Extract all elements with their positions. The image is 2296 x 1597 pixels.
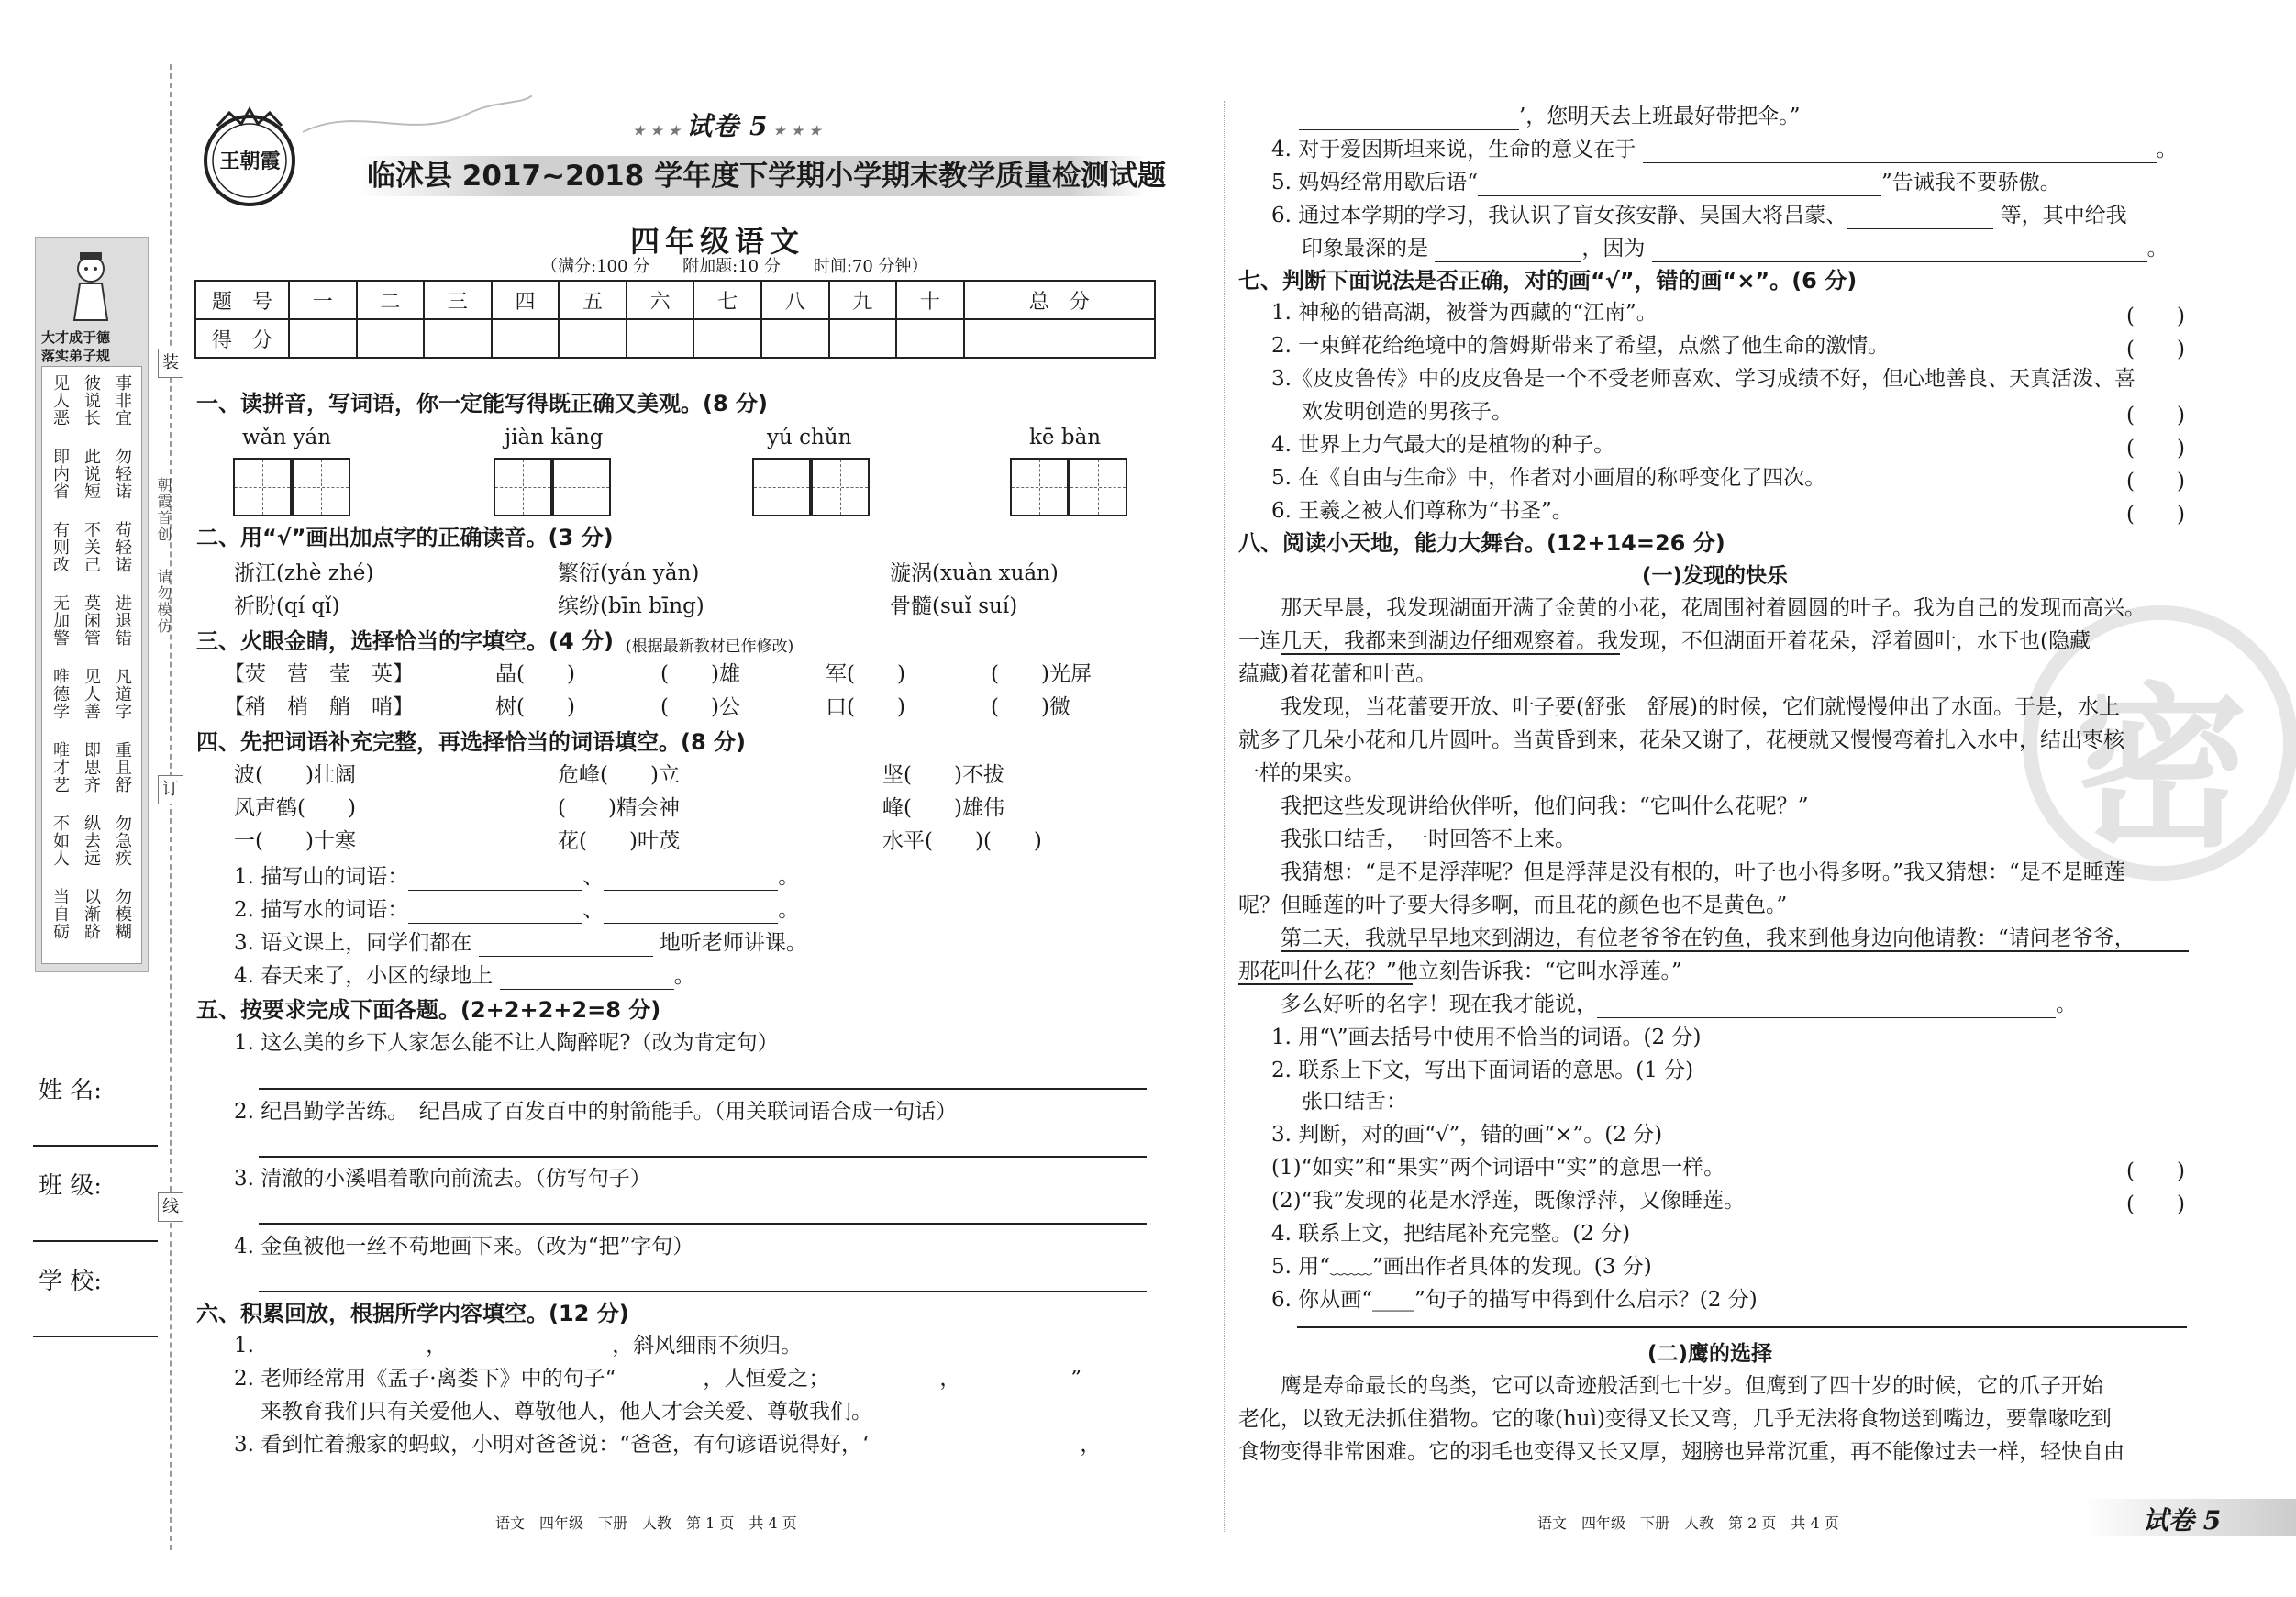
motto-1: 大才成于德 bbox=[41, 329, 111, 346]
s3-r1-b[interactable]: ( )雄 bbox=[660, 662, 740, 686]
rule-column: 重且舒 bbox=[113, 741, 132, 793]
s4-r1-b[interactable]: 危峰( )立 bbox=[558, 763, 680, 787]
char-box-3a[interactable] bbox=[752, 458, 811, 516]
s4-q2-blank-1[interactable] bbox=[408, 923, 582, 924]
s4-q2-blank-2[interactable] bbox=[604, 923, 778, 924]
r1-q2: 2. 联系上下文，写出下面词语的意思。(1 分) bbox=[1271, 1059, 1694, 1082]
binding-dashed-line bbox=[170, 64, 172, 1550]
binding-mark-xian: 线 bbox=[158, 1192, 183, 1222]
rule-column: 纵去远 bbox=[82, 815, 101, 867]
rule-column: 勿轻诺 bbox=[113, 448, 132, 500]
s4-q1-blank-2[interactable] bbox=[604, 890, 778, 891]
s6-q1: 1. ， ，斜风细雨不须归。 bbox=[234, 1334, 803, 1358]
score-header-cell: 七 bbox=[693, 281, 761, 319]
pinyin-1: wǎn yán bbox=[242, 426, 332, 449]
section-1-title: 一、读拼音，写词语，你一定能写得既正确又美观。(8 分) bbox=[196, 391, 768, 416]
score-header-cell: 五 bbox=[559, 281, 627, 319]
score-header-cell: 九 bbox=[829, 281, 897, 319]
s6-q2: 2. 老师经常用《孟子·离娄下》中的句子“ ，人恒爱之； ， ” bbox=[234, 1367, 1082, 1391]
name-label: 姓 名: bbox=[39, 1077, 103, 1104]
r-q6: 6. 通过本学期的学习，我认识了盲女孩安静、吴国大将吕蒙、 等，其中给我 bbox=[1271, 204, 2127, 227]
score-header-cell: 三 bbox=[424, 281, 492, 319]
seal-watermark-text: 密 bbox=[2074, 666, 2249, 871]
page-divider bbox=[1224, 101, 1225, 1532]
r1-underline-1 bbox=[1281, 653, 1620, 655]
s7-item-3-cont: 欢发明创造的男孩子。 bbox=[1302, 400, 1513, 424]
char-box-4a[interactable] bbox=[1010, 458, 1069, 516]
rule-column: 勿急疾 bbox=[113, 815, 132, 867]
rule-column: 彼说长 bbox=[82, 374, 101, 427]
r1-q4: 4. 联系上文，把结尾补充完整。(2 分) bbox=[1271, 1222, 1631, 1246]
r-q6-cont: 印象最深的是 ，因为 。 bbox=[1302, 237, 2168, 261]
s3-r1-c[interactable]: 军( ) bbox=[826, 662, 905, 686]
rule-column: 事非宜 bbox=[113, 374, 132, 427]
s3-r1-a[interactable]: 晶( ) bbox=[495, 662, 575, 686]
rule-column: 即内省 bbox=[50, 448, 70, 500]
s6-q3: 3. 看到忙着搬家的蚂蚁，小明对爸爸说：“爸爸，有句谚语说得好，‘ ， bbox=[234, 1433, 1102, 1457]
s4-r3-b[interactable]: 花( )叶茂 bbox=[558, 829, 680, 853]
s3-r2-c[interactable]: 口( ) bbox=[826, 695, 905, 719]
r-q6-blank-3[interactable] bbox=[1652, 261, 2147, 262]
char-box-3b[interactable] bbox=[811, 458, 870, 516]
motto-panel bbox=[35, 237, 149, 972]
rule-column: 莫闲管 bbox=[82, 594, 101, 647]
score-input-cell[interactable] bbox=[289, 319, 357, 358]
rule-column: 见人恶 bbox=[50, 374, 70, 427]
binding-mark-ding: 订 bbox=[158, 775, 183, 804]
r1-q1: 1. 用“\”画去括号中使用不恰当的词语。(2 分) bbox=[1271, 1026, 1702, 1049]
r-cont-blank[interactable] bbox=[1299, 129, 1519, 130]
s7-answer-2[interactable]: ( ) bbox=[2126, 338, 2185, 361]
rule-column: 见人善 bbox=[82, 668, 101, 720]
s7-item-5: 5. 在《自由与生命》中，作者对小画眉的称呼变化了四次。 bbox=[1271, 466, 1826, 490]
r1-line-11: 第二天，我就早早地来到湖边，有位老爷爷在钓鱼，我来到他身边向他请教：“请问老爷爷， bbox=[1281, 926, 2135, 950]
r1-underline-3 bbox=[1238, 983, 1413, 985]
s5-q1: 1. 这么美的乡下人家怎么能不让人陶醉呢?（改为肯定句） bbox=[234, 1031, 779, 1055]
footer-left: 语文 四年级 下册 人教 第 1 页 共 4 页 bbox=[495, 1514, 797, 1532]
s4-q1: 1. 描写山的词语： 、 。 bbox=[234, 865, 800, 889]
r1-q6: 6. 你从画“____”句子的描写中得到什么启示？(2 分) bbox=[1271, 1288, 1758, 1312]
s4-r2-c[interactable]: 峰( )雄伟 bbox=[882, 796, 1004, 820]
exam-meta: （满分:100 分 附加题:10 分 时间:70 分钟） bbox=[541, 257, 928, 276]
r1-q3-2: (2)“我”发现的花是水浮莲，既像浮萍，又像睡莲。 bbox=[1271, 1189, 1746, 1213]
score-header-cell: 四 bbox=[492, 281, 560, 319]
r1-underline-2 bbox=[1281, 950, 2189, 952]
r-cont-line: ’，您明天去上班最好带把伞。” bbox=[1299, 103, 1801, 130]
section-3-note: (根据最新教材已作修改) bbox=[626, 638, 794, 656]
s4-q3: 3. 语文课上，同学们都在 地听老师讲课。 bbox=[234, 931, 807, 955]
score-input-cell[interactable] bbox=[357, 319, 425, 358]
s4-q3-blank[interactable] bbox=[479, 956, 653, 957]
score-header-cell: 二 bbox=[357, 281, 425, 319]
s4-r3-c[interactable]: 水平( )( ) bbox=[882, 829, 1042, 853]
r1-line-2: 一连几天，我都来到湖边仔细观察着。我发现，不但湖面开着花朵，浮着圆叶，水下也(隐藏 bbox=[1238, 629, 2091, 653]
s2-item-5[interactable]: 缤纷(bīn bīng) bbox=[558, 594, 704, 618]
vertical-note-1: 朝霞首创 bbox=[155, 477, 172, 543]
score-table-score-row bbox=[195, 319, 1155, 358]
section-4-title: 四、先把词语补充完整，再选择恰当的词语填空。(8 分) bbox=[196, 729, 746, 755]
s5-q4-answer-line[interactable] bbox=[259, 1291, 1147, 1292]
rule-column: 勿模糊 bbox=[113, 888, 132, 940]
rule-column: 此说短 bbox=[82, 448, 101, 500]
s4-r1-c[interactable]: 坚( )不拔 bbox=[882, 763, 1004, 787]
score-input-cell[interactable] bbox=[829, 319, 897, 358]
s2-item-6[interactable]: 骨髓(suǐ suí) bbox=[890, 594, 1018, 618]
score-header-cell: 六 bbox=[627, 281, 694, 319]
r1-line-4: 我发现，当花蕾要开放、叶子要(舒张 舒展)的时候，它们就慢慢伸出了水面。于是，水上 bbox=[1281, 695, 2120, 719]
s5-q4: 4. 金鱼被他一丝不苟地画下来。（改为“把”字句） bbox=[234, 1235, 694, 1259]
s3-r2-d[interactable]: ( )微 bbox=[991, 695, 1070, 719]
r1-q6-answer-line[interactable] bbox=[1297, 1326, 2187, 1328]
subject-title: 四年级语文 bbox=[630, 224, 805, 259]
s5-q3-answer-line[interactable] bbox=[259, 1223, 1147, 1225]
pinyin-3: yú chǔn bbox=[767, 426, 852, 449]
s7-item-4: 4. 世界上力气最大的是植物的种子。 bbox=[1271, 433, 1615, 457]
r1-line-13: 多么好听的名字！现在我才能说， 。 bbox=[1281, 993, 2077, 1016]
rule-column: 有则改 bbox=[50, 521, 70, 573]
char-box-4b[interactable] bbox=[1069, 458, 1127, 516]
s3-group-2: 【稍 梢 艄 哨】 bbox=[224, 695, 414, 719]
r1-q3-2-answer[interactable]: ( ) bbox=[2126, 1192, 2185, 1216]
s3-r2-b[interactable]: ( )公 bbox=[660, 695, 740, 719]
s2-item-2[interactable]: 繁衍(yán yǎn) bbox=[558, 561, 700, 585]
s4-r3-a[interactable]: 一( )十寒 bbox=[234, 829, 356, 853]
r-q4-blank[interactable] bbox=[1643, 162, 2157, 163]
r1-line-9: 我猜想：“是不是浮萍呢？但是浮萍是没有根的，叶子也小得多呀。”我又猜想：“是不是睡莲 bbox=[1281, 860, 2125, 884]
s4-r2-b[interactable]: ( )精会神 bbox=[558, 796, 680, 820]
r1-line-3: 蕴藏)着花蕾和叶芭。 bbox=[1238, 662, 1436, 686]
section-8-title: 八、阅读小天地，能力大舞台。(12+14=26 分) bbox=[1238, 530, 1725, 556]
score-header-cell: 总 分 bbox=[964, 281, 1155, 319]
score-header-cell: 一 bbox=[289, 281, 357, 319]
s5-q2-answer-line[interactable] bbox=[259, 1156, 1147, 1158]
r1-line-1: 那天早晨，我发现湖面开满了金黄的小花，花周围衬着圆圆的叶子。我为自己的发现而高兴。 bbox=[1281, 596, 2146, 620]
s7-item-2: 2. 一束鲜花给绝境中的詹姆斯带来了希望，点燃了他生命的激情。 bbox=[1271, 334, 1890, 358]
section-7-title: 七、判断下面说法是否正确，对的画“√”，错的画“×”。(6 分) bbox=[1238, 268, 1858, 294]
brand-logo bbox=[197, 105, 303, 211]
exam-badge: ★ ★ ★ 试卷 5 ★ ★ ★ bbox=[633, 111, 822, 141]
s5-q2: 2. 纪昌勤学苦练。 纪昌成了百发百中的射箭能手。（用关联词语合成一句话） bbox=[234, 1100, 958, 1124]
star-decor-right-icon: ★ ★ ★ bbox=[768, 124, 822, 139]
section-5-title: 五、按要求完成下面各题。(2+2+2+2=8 分) bbox=[196, 997, 661, 1023]
school-label: 学 校: bbox=[39, 1268, 103, 1295]
r1-q2-term: 张口结舌： bbox=[1302, 1088, 2196, 1115]
rule-column: 唯才艺 bbox=[50, 741, 70, 793]
s2-item-3[interactable]: 漩涡(xuàn xuán) bbox=[890, 561, 1059, 585]
reading-2-title: (二)鹰的选择 bbox=[1647, 1342, 1773, 1366]
s7-item-1: 1. 神秘的错高湖，被誉为西藏的“江南”。 bbox=[1271, 301, 1658, 325]
score-input-cell[interactable] bbox=[896, 319, 964, 358]
s3-group-1: 【荧 营 莹 英】 bbox=[224, 662, 414, 686]
char-box-1a[interactable] bbox=[233, 458, 292, 516]
s4-q4: 4. 春天来了，小区的绿地上 。 bbox=[234, 964, 695, 988]
r-q6-blank-2[interactable] bbox=[1435, 261, 1581, 262]
rule-column: 唯德学 bbox=[50, 668, 70, 720]
char-box-2a[interactable] bbox=[494, 458, 552, 516]
r-q6-blank-1[interactable] bbox=[1847, 228, 1993, 229]
s4-r1-a[interactable]: 波( )壮阔 bbox=[234, 763, 356, 787]
r2-line-2: 老化，以致无法抓住猎物。它的喙(huì)变得又长又弯，几乎无法将食物送到嘴边，要靠喙吃到 bbox=[1238, 1407, 2112, 1431]
r1-line-8: 我张口结舌，一时回答不上来。 bbox=[1281, 827, 1576, 851]
s2-item-4[interactable]: 祈盼(qí qǐ) bbox=[234, 594, 340, 618]
motto-2: 落实弟子规 bbox=[41, 348, 111, 364]
footer-right: 语文 四年级 下册 人教 第 2 页 共 4 页 bbox=[1537, 1514, 1839, 1532]
r1-q3-1: (1)“如实”和“果实”两个词语中“实”的意思一样。 bbox=[1271, 1156, 1725, 1180]
rule-column: 当自砺 bbox=[50, 888, 70, 940]
score-header-cell: 题 号 bbox=[195, 281, 289, 319]
s7-answer-1[interactable]: ( ) bbox=[2126, 305, 2185, 328]
r1-q3-1-answer[interactable]: ( ) bbox=[2126, 1159, 2185, 1183]
s7-answer-5[interactable]: ( ) bbox=[2126, 470, 2185, 494]
r-q5: 5. 妈妈经常用歇后语“ ”告诫我不要骄傲。 bbox=[1271, 171, 2061, 194]
section-2-title: 二、用“√”画出加点字的正确读音。(3 分) bbox=[196, 525, 614, 550]
s4-q1-blank-1[interactable] bbox=[408, 890, 582, 891]
rule-column: 进退错 bbox=[113, 594, 132, 647]
score-header-cell: 十 bbox=[896, 281, 964, 319]
r1-line-10: 呢？但睡莲的叶子要大得多啊，而且花的颜色也不是黄色。” bbox=[1238, 893, 1788, 917]
s4-r2-a[interactable]: 风声鹤( ) bbox=[234, 796, 356, 820]
s7-item-3: 3.《皮皮鲁传》中的皮皮鲁是一个不受老师喜欢、学习成绩不好，但心地善良、天真活泼、喜 bbox=[1271, 367, 2135, 391]
score-row-label: 得 分 bbox=[195, 319, 289, 358]
s3-r1-d[interactable]: ( )光屏 bbox=[991, 662, 1092, 686]
r2-line-3: 食物变得非常困难。它的羽毛也变得又长又厚，翅膀也异常沉重，再不能像过去一样，轻快自由 bbox=[1238, 1440, 2124, 1464]
rule-column: 凡道字 bbox=[113, 668, 132, 720]
footer-badge: 试卷 5 bbox=[2143, 1505, 2222, 1536]
score-input-cell[interactable] bbox=[964, 319, 1155, 358]
s4-q2: 2. 描写水的词语： 、 。 bbox=[234, 898, 800, 922]
school-line bbox=[33, 1336, 158, 1337]
s6-q2-cont: 来教育我们只有关爱他人、尊敬他人，他人才会关爱、尊敬我们。 bbox=[261, 1400, 872, 1424]
class-label: 班 级: bbox=[39, 1172, 103, 1200]
r2-line-1: 鹰是寿命最长的鸟类，它可以奇迹般活到七十岁。但鹰到了四十岁的时候，它的爪子开始 bbox=[1281, 1374, 2103, 1398]
r-q5-blank[interactable] bbox=[1478, 195, 1881, 196]
scholar-figure-icon bbox=[63, 249, 118, 322]
rule-column: 不关己 bbox=[82, 521, 101, 573]
score-input-cell[interactable] bbox=[693, 319, 761, 358]
section-6-title: 六、积累回放，根据所学内容填空。(12 分) bbox=[196, 1301, 629, 1326]
r1-q5: 5. 用“﹏﹏”画出作者具体的发现。(3 分) bbox=[1271, 1255, 1652, 1279]
brand-logo-text: 王朝霞 bbox=[219, 150, 281, 173]
char-box-1b[interactable] bbox=[292, 458, 350, 516]
pinyin-4: kē bàn bbox=[1029, 426, 1102, 449]
r1-line-7: 我把这些发现讲给伙伴听，他们问我：“它叫什么花呢？” bbox=[1281, 794, 1809, 818]
ribbon-decoration bbox=[303, 95, 532, 141]
score-input-cell[interactable] bbox=[761, 319, 829, 358]
s7-answer-3[interactable]: ( ) bbox=[2126, 404, 2185, 427]
s5-q1-answer-line[interactable] bbox=[259, 1088, 1147, 1090]
rule-column: 不如人 bbox=[50, 815, 70, 867]
class-line bbox=[33, 1240, 158, 1242]
s7-item-6: 6. 王羲之被人们尊称为“书圣”。 bbox=[1271, 499, 1573, 523]
score-input-cell[interactable] bbox=[627, 319, 694, 358]
rule-column: 以渐跻 bbox=[82, 888, 101, 940]
r1-ending-blank[interactable] bbox=[1597, 1017, 2056, 1018]
s7-answer-4[interactable]: ( ) bbox=[2126, 437, 2185, 460]
exam-title: 临沭县 2017~2018 学年度下学期小学期末教学质量检测试题 bbox=[367, 160, 1167, 193]
score-header-cell: 八 bbox=[761, 281, 829, 319]
score-table bbox=[194, 280, 1156, 359]
reading-1-title: (一)发现的快乐 bbox=[1642, 564, 1789, 588]
s3-r2-a[interactable]: 树( ) bbox=[495, 695, 575, 719]
score-table-header-row bbox=[195, 281, 1155, 319]
rule-column: 即思齐 bbox=[82, 741, 101, 793]
rule-column: 苟轻诺 bbox=[113, 521, 132, 573]
r1-line-6: 一样的果实。 bbox=[1238, 761, 1365, 785]
s7-answer-6[interactable]: ( ) bbox=[2126, 503, 2185, 527]
r1-q3: 3. 判断，对的画“√”，错的画“×”。(2 分) bbox=[1271, 1123, 1663, 1147]
section-3-title: 三、火眼金睛，选择恰当的字填空。(4 分) bbox=[196, 628, 614, 654]
s4-q4-blank[interactable] bbox=[500, 989, 674, 990]
score-input-cell[interactable] bbox=[559, 319, 627, 358]
r1-line-5: 就多了几朵小花和几片圆叶。当黄昏到来，花朵又谢了，花梗就又慢慢弯着扎入水中，结出枣核 bbox=[1238, 728, 2124, 752]
s5-q3: 3. 清澈的小溪唱着歌向前流去。（仿写句子） bbox=[234, 1167, 651, 1191]
r1-line-12: 那花叫什么花？”他立刻告诉我：“它叫水浮莲。” bbox=[1238, 959, 1682, 983]
name-line bbox=[33, 1145, 158, 1147]
rule-column: 无加警 bbox=[50, 594, 70, 647]
rules-box bbox=[41, 366, 142, 964]
s2-item-1[interactable]: 浙江(zhè zhé) bbox=[234, 561, 374, 585]
score-input-cell[interactable] bbox=[424, 319, 492, 358]
char-box-2b[interactable] bbox=[552, 458, 611, 516]
star-decor-left-icon: ★ ★ ★ bbox=[633, 124, 687, 139]
r-q4: 4. 对于爱因斯坦来说，生命的意义在于 。 bbox=[1271, 138, 2178, 161]
pinyin-2: jiàn kāng bbox=[505, 426, 604, 449]
binding-mark-zhuang: 装 bbox=[158, 349, 183, 378]
score-input-cell[interactable] bbox=[492, 319, 560, 358]
vertical-note-2: 请勿模仿 bbox=[155, 569, 172, 635]
